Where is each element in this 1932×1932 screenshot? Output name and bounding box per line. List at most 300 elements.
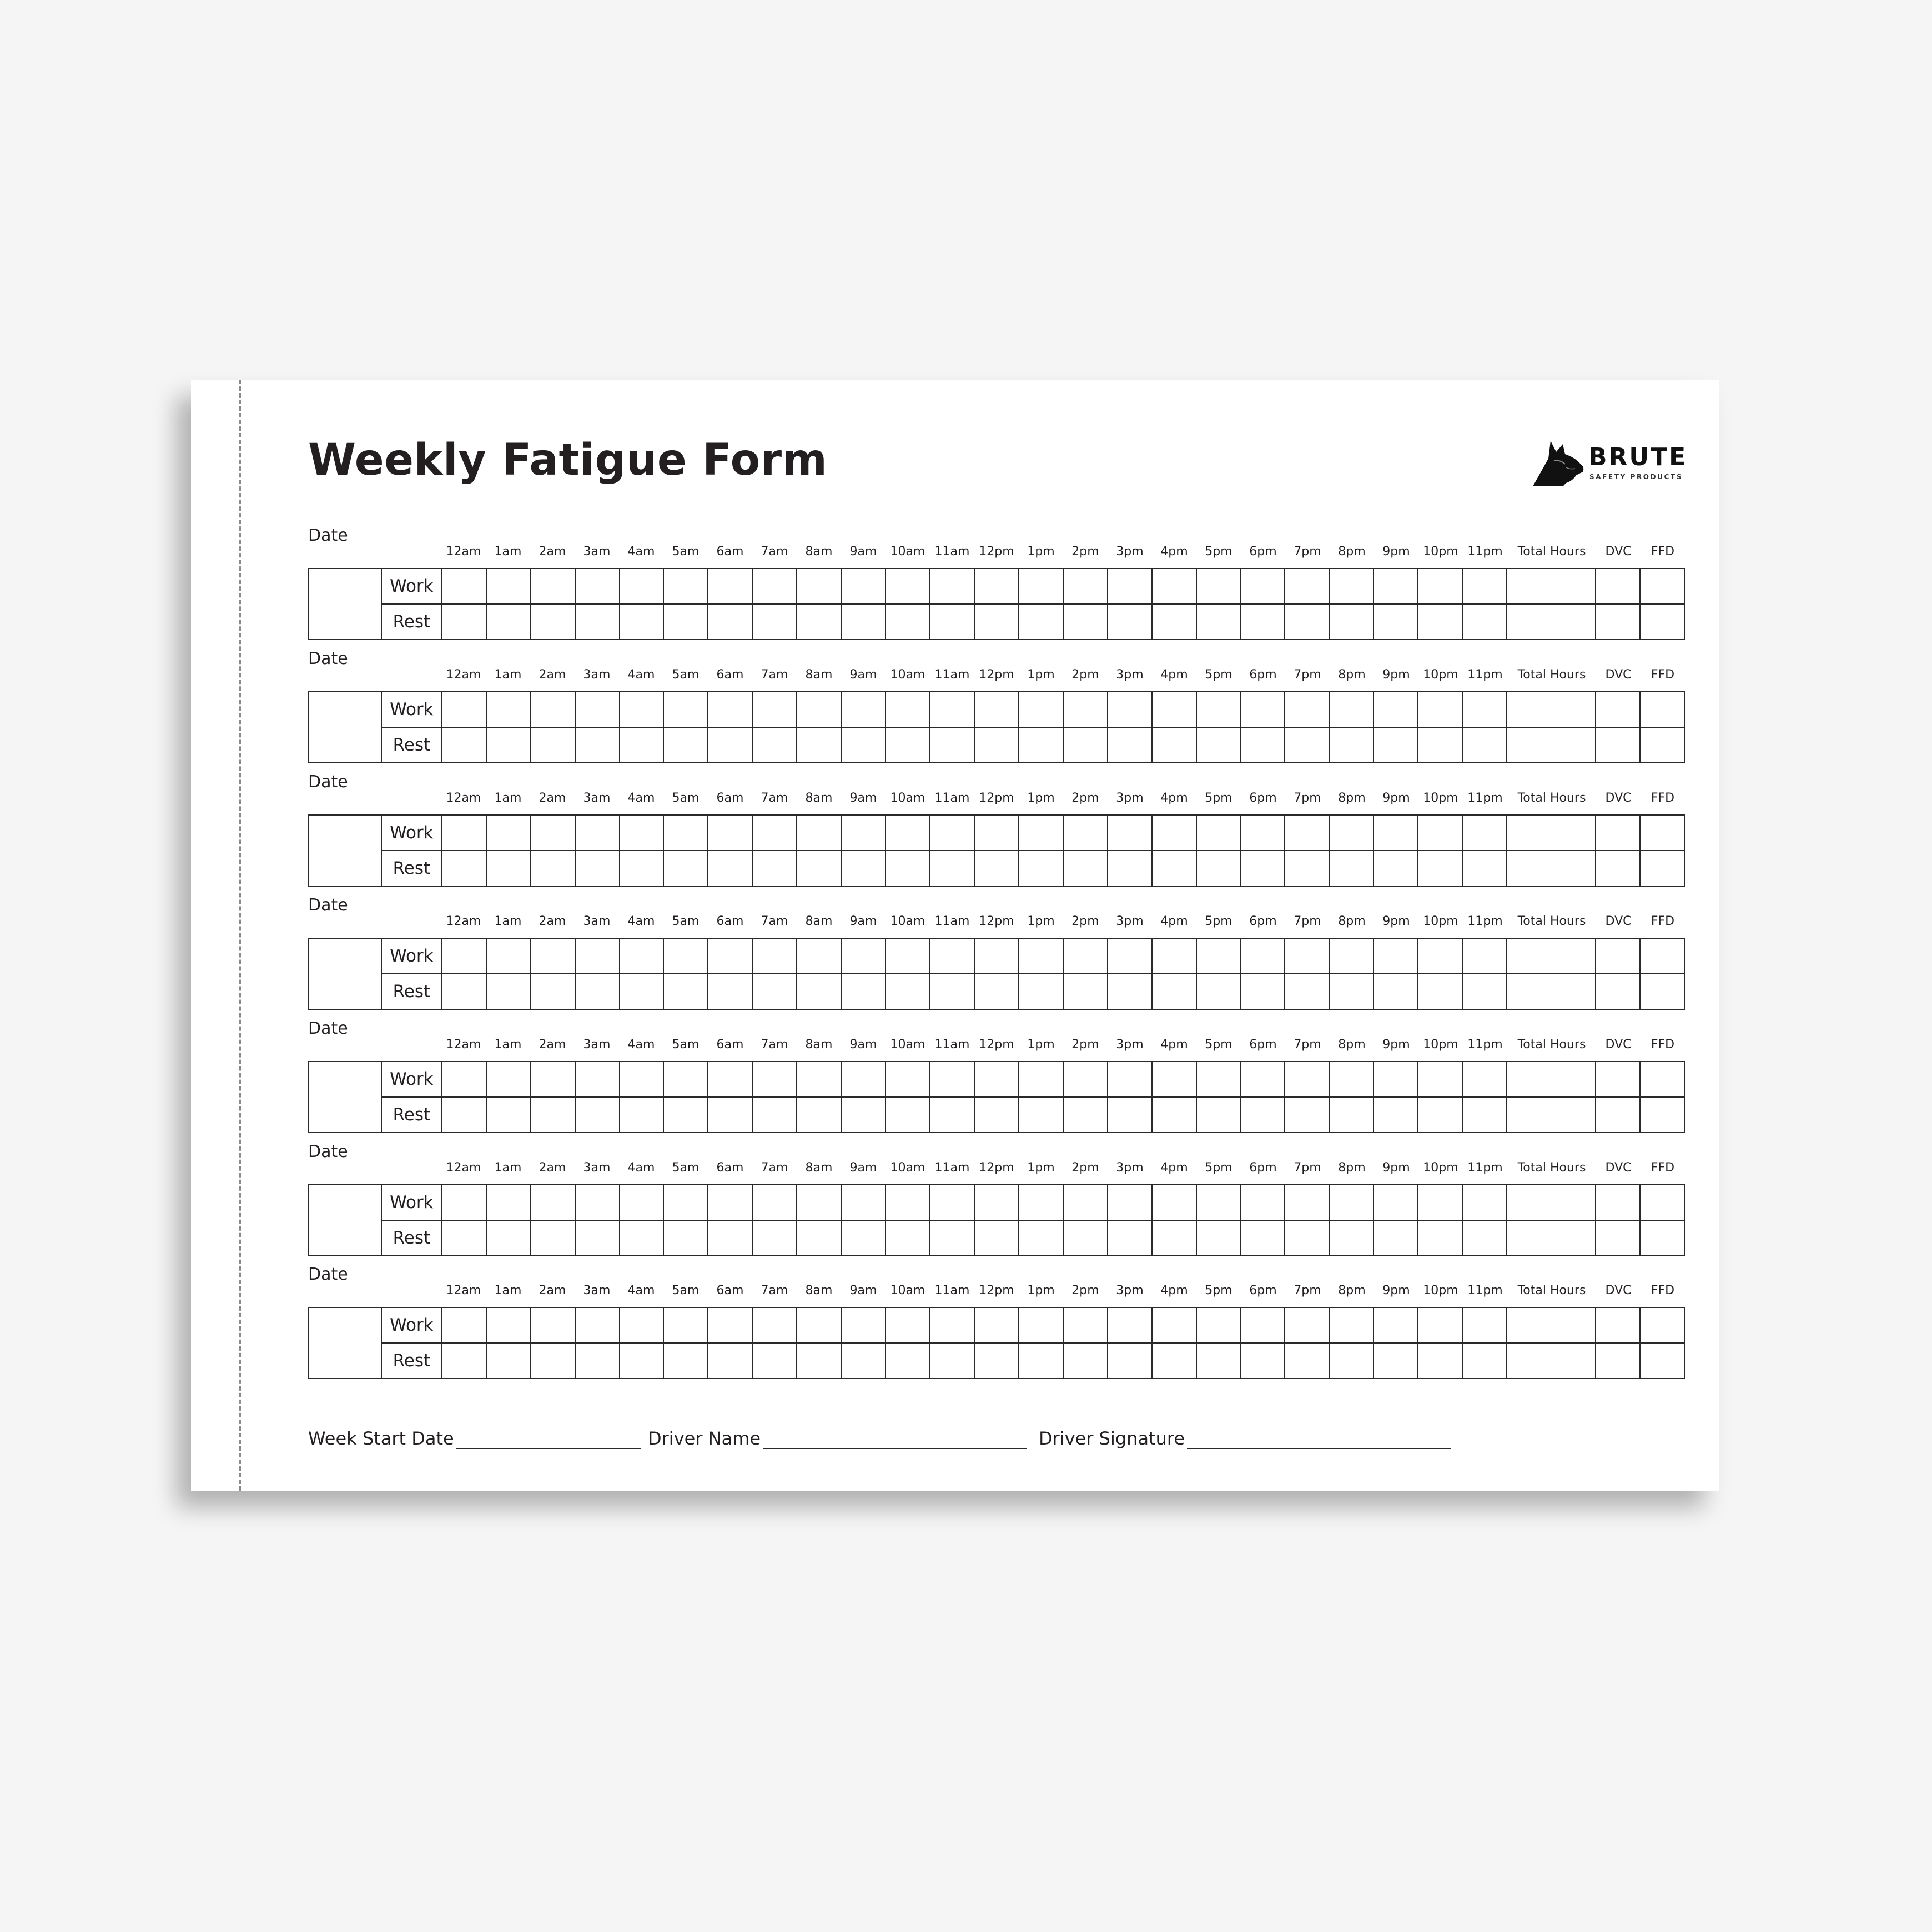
entry-cell[interactable] <box>1329 974 1373 1009</box>
entry-cell[interactable] <box>1640 815 1684 851</box>
entry-cell[interactable] <box>1373 1220 1418 1256</box>
entry-cell[interactable] <box>1640 692 1684 727</box>
entry-cell[interactable] <box>1285 851 1329 886</box>
entry-cell[interactable] <box>1462 1185 1507 1220</box>
entry-cell[interactable] <box>752 1061 797 1097</box>
entry-cell[interactable] <box>797 727 841 763</box>
entry-cell[interactable] <box>797 974 841 1009</box>
entry-cell[interactable] <box>1418 1097 1462 1133</box>
entry-cell[interactable] <box>930 1097 974 1133</box>
entry-cell[interactable] <box>620 692 664 727</box>
entry-cell[interactable] <box>1418 1061 1462 1097</box>
entry-cell[interactable] <box>1152 604 1196 640</box>
entry-cell[interactable] <box>797 1220 841 1256</box>
entry-cell[interactable] <box>797 1061 841 1097</box>
entry-cell[interactable] <box>1373 1185 1418 1220</box>
entry-cell[interactable] <box>1108 938 1152 974</box>
entry-cell[interactable] <box>531 1220 575 1256</box>
entry-cell[interactable] <box>1329 727 1373 763</box>
entry-cell[interactable] <box>841 1220 886 1256</box>
entry-cell[interactable] <box>708 974 752 1009</box>
entry-cell[interactable] <box>1152 1185 1196 1220</box>
entry-cell[interactable] <box>886 1307 930 1343</box>
entry-cell[interactable] <box>1019 727 1063 763</box>
entry-cell[interactable] <box>1507 1343 1596 1378</box>
entry-cell[interactable] <box>663 1307 708 1343</box>
entry-cell[interactable] <box>1285 938 1329 974</box>
entry-cell[interactable] <box>1462 1307 1507 1343</box>
entry-cell[interactable] <box>442 1343 486 1378</box>
entry-cell[interactable] <box>752 974 797 1009</box>
entry-cell[interactable] <box>752 692 797 727</box>
entry-cell[interactable] <box>442 568 486 604</box>
entry-cell[interactable] <box>1329 692 1373 727</box>
entry-cell[interactable] <box>797 1307 841 1343</box>
entry-cell[interactable] <box>1108 692 1152 727</box>
entry-cell[interactable] <box>841 1097 886 1133</box>
entry-cell[interactable] <box>1373 1343 1418 1378</box>
entry-cell[interactable] <box>1240 1061 1285 1097</box>
entry-cell[interactable] <box>1063 815 1108 851</box>
entry-cell[interactable] <box>1285 1343 1329 1378</box>
entry-cell[interactable] <box>1063 974 1108 1009</box>
entry-cell[interactable] <box>886 815 930 851</box>
entry-cell[interactable] <box>620 1097 664 1133</box>
entry-cell[interactable] <box>1418 815 1462 851</box>
entry-cell[interactable] <box>1640 1185 1684 1220</box>
entry-cell[interactable] <box>620 938 664 974</box>
entry-cell[interactable] <box>1640 851 1684 886</box>
entry-cell[interactable] <box>1196 727 1241 763</box>
entry-cell[interactable] <box>531 815 575 851</box>
entry-cell[interactable] <box>575 1097 620 1133</box>
entry-cell[interactable] <box>1507 851 1596 886</box>
entry-cell[interactable] <box>974 1220 1019 1256</box>
entry-cell[interactable] <box>1240 974 1285 1009</box>
entry-cell[interactable] <box>620 604 664 640</box>
entry-cell[interactable] <box>1063 604 1108 640</box>
entry-cell[interactable] <box>1462 727 1507 763</box>
entry-cell[interactable] <box>620 815 664 851</box>
entry-cell[interactable] <box>1285 692 1329 727</box>
entry-cell[interactable] <box>663 604 708 640</box>
entry-cell[interactable] <box>663 1185 708 1220</box>
entry-cell[interactable] <box>1240 568 1285 604</box>
entry-cell[interactable] <box>1462 815 1507 851</box>
entry-cell[interactable] <box>1373 1097 1418 1133</box>
entry-cell[interactable] <box>1019 692 1063 727</box>
entry-cell[interactable] <box>841 568 886 604</box>
entry-cell[interactable] <box>1152 1343 1196 1378</box>
entry-cell[interactable] <box>1019 1061 1063 1097</box>
entry-cell[interactable] <box>1507 815 1596 851</box>
entry-cell[interactable] <box>1373 851 1418 886</box>
entry-cell[interactable] <box>1462 604 1507 640</box>
entry-cell[interactable] <box>974 1307 1019 1343</box>
entry-cell[interactable] <box>841 604 886 640</box>
entry-cell[interactable] <box>663 938 708 974</box>
entry-cell[interactable] <box>1063 851 1108 886</box>
entry-cell[interactable] <box>1329 1307 1373 1343</box>
entry-cell[interactable] <box>1108 1220 1152 1256</box>
entry-cell[interactable] <box>1640 1061 1684 1097</box>
entry-cell[interactable] <box>1507 1185 1596 1220</box>
entry-cell[interactable] <box>1507 727 1596 763</box>
entry-cell[interactable] <box>886 938 930 974</box>
entry-cell[interactable] <box>1063 1307 1108 1343</box>
entry-cell[interactable] <box>575 727 620 763</box>
entry-cell[interactable] <box>1640 604 1684 640</box>
entry-cell[interactable] <box>1640 568 1684 604</box>
entry-cell[interactable] <box>663 851 708 886</box>
entry-cell[interactable] <box>708 727 752 763</box>
entry-cell[interactable] <box>1019 604 1063 640</box>
entry-cell[interactable] <box>531 1097 575 1133</box>
entry-cell[interactable] <box>1019 974 1063 1009</box>
entry-cell[interactable] <box>1196 1061 1241 1097</box>
entry-cell[interactable] <box>1329 604 1373 640</box>
entry-cell[interactable] <box>708 1061 752 1097</box>
entry-cell[interactable] <box>708 1220 752 1256</box>
entry-cell[interactable] <box>1596 1220 1640 1256</box>
entry-cell[interactable] <box>1329 851 1373 886</box>
entry-cell[interactable] <box>486 1185 531 1220</box>
entry-cell[interactable] <box>797 568 841 604</box>
entry-cell[interactable] <box>886 1061 930 1097</box>
entry-cell[interactable] <box>1373 568 1418 604</box>
entry-cell[interactable] <box>841 692 886 727</box>
entry-cell[interactable] <box>1240 727 1285 763</box>
entry-cell[interactable] <box>1462 851 1507 886</box>
entry-cell[interactable] <box>1373 727 1418 763</box>
entry-cell[interactable] <box>1507 1220 1596 1256</box>
entry-cell[interactable] <box>1019 815 1063 851</box>
entry-cell[interactable] <box>708 568 752 604</box>
entry-cell[interactable] <box>575 604 620 640</box>
entry-cell[interactable] <box>1152 851 1196 886</box>
entry-cell[interactable] <box>974 815 1019 851</box>
entry-cell[interactable] <box>1507 692 1596 727</box>
entry-cell[interactable] <box>486 1220 531 1256</box>
entry-cell[interactable] <box>930 1061 974 1097</box>
entry-cell[interactable] <box>1373 692 1418 727</box>
entry-cell[interactable] <box>663 815 708 851</box>
entry-cell[interactable] <box>1063 1061 1108 1097</box>
entry-cell[interactable] <box>1596 604 1640 640</box>
entry-cell[interactable] <box>841 1307 886 1343</box>
entry-cell[interactable] <box>974 938 1019 974</box>
entry-cell[interactable] <box>797 1185 841 1220</box>
entry-cell[interactable] <box>1196 974 1241 1009</box>
entry-cell[interactable] <box>1196 938 1241 974</box>
entry-cell[interactable] <box>1418 938 1462 974</box>
entry-cell[interactable] <box>1373 938 1418 974</box>
entry-cell[interactable] <box>886 1343 930 1378</box>
entry-cell[interactable] <box>1240 815 1285 851</box>
entry-cell[interactable] <box>575 1343 620 1378</box>
entry-cell[interactable] <box>1507 568 1596 604</box>
entry-cell[interactable] <box>575 1220 620 1256</box>
entry-cell[interactable] <box>841 938 886 974</box>
entry-cell[interactable] <box>1019 851 1063 886</box>
date-input-cell[interactable] <box>309 1185 381 1256</box>
entry-cell[interactable] <box>1596 1061 1640 1097</box>
entry-cell[interactable] <box>575 1061 620 1097</box>
entry-cell[interactable] <box>708 604 752 640</box>
entry-cell[interactable] <box>1108 1343 1152 1378</box>
entry-cell[interactable] <box>1462 1097 1507 1133</box>
date-input-cell[interactable] <box>309 568 381 640</box>
entry-cell[interactable] <box>1285 727 1329 763</box>
date-input-cell[interactable] <box>309 692 381 763</box>
entry-cell[interactable] <box>974 1343 1019 1378</box>
entry-cell[interactable] <box>1240 851 1285 886</box>
entry-cell[interactable] <box>486 815 531 851</box>
entry-cell[interactable] <box>974 1185 1019 1220</box>
entry-cell[interactable] <box>1063 692 1108 727</box>
entry-cell[interactable] <box>1285 1220 1329 1256</box>
entry-cell[interactable] <box>1418 692 1462 727</box>
entry-cell[interactable] <box>1640 1220 1684 1256</box>
entry-cell[interactable] <box>930 815 974 851</box>
entry-cell[interactable] <box>486 1097 531 1133</box>
entry-cell[interactable] <box>930 692 974 727</box>
entry-cell[interactable] <box>486 692 531 727</box>
entry-cell[interactable] <box>886 727 930 763</box>
entry-cell[interactable] <box>1152 938 1196 974</box>
entry-cell[interactable] <box>663 727 708 763</box>
entry-cell[interactable] <box>708 692 752 727</box>
entry-cell[interactable] <box>1108 1061 1152 1097</box>
entry-cell[interactable] <box>1196 692 1241 727</box>
entry-cell[interactable] <box>531 1343 575 1378</box>
entry-cell[interactable] <box>620 1343 664 1378</box>
entry-cell[interactable] <box>1507 974 1596 1009</box>
entry-cell[interactable] <box>797 815 841 851</box>
entry-cell[interactable] <box>1418 727 1462 763</box>
entry-cell[interactable] <box>442 974 486 1009</box>
entry-cell[interactable] <box>531 604 575 640</box>
entry-cell[interactable] <box>442 1307 486 1343</box>
entry-cell[interactable] <box>1152 815 1196 851</box>
entry-cell[interactable] <box>620 851 664 886</box>
entry-cell[interactable] <box>575 1307 620 1343</box>
entry-cell[interactable] <box>752 604 797 640</box>
entry-cell[interactable] <box>663 692 708 727</box>
entry-cell[interactable] <box>1418 568 1462 604</box>
entry-cell[interactable] <box>886 568 930 604</box>
entry-cell[interactable] <box>1240 1307 1285 1343</box>
entry-cell[interactable] <box>1640 974 1684 1009</box>
entry-cell[interactable] <box>1329 1220 1373 1256</box>
entry-cell[interactable] <box>1596 1307 1640 1343</box>
entry-cell[interactable] <box>1063 1185 1108 1220</box>
entry-cell[interactable] <box>1152 974 1196 1009</box>
entry-cell[interactable] <box>531 692 575 727</box>
entry-cell[interactable] <box>930 1343 974 1378</box>
entry-cell[interactable] <box>1285 1307 1329 1343</box>
entry-cell[interactable] <box>1462 568 1507 604</box>
entry-cell[interactable] <box>1373 604 1418 640</box>
entry-cell[interactable] <box>1640 1097 1684 1133</box>
entry-cell[interactable] <box>486 1343 531 1378</box>
entry-cell[interactable] <box>974 692 1019 727</box>
entry-cell[interactable] <box>486 604 531 640</box>
entry-cell[interactable] <box>442 851 486 886</box>
entry-cell[interactable] <box>531 851 575 886</box>
entry-cell[interactable] <box>752 851 797 886</box>
entry-cell[interactable] <box>1240 938 1285 974</box>
entry-cell[interactable] <box>531 727 575 763</box>
entry-cell[interactable] <box>1108 568 1152 604</box>
entry-cell[interactable] <box>1196 604 1241 640</box>
entry-cell[interactable] <box>486 1061 531 1097</box>
date-input-cell[interactable] <box>309 815 381 886</box>
entry-cell[interactable] <box>1240 692 1285 727</box>
entry-cell[interactable] <box>1240 1097 1285 1133</box>
week-start-field[interactable] <box>308 1428 641 1449</box>
entry-cell[interactable] <box>1507 604 1596 640</box>
entry-cell[interactable] <box>1019 568 1063 604</box>
entry-cell[interactable] <box>1418 1343 1462 1378</box>
driver-signature-line[interactable] <box>1187 1429 1451 1449</box>
entry-cell[interactable] <box>1108 1185 1152 1220</box>
entry-cell[interactable] <box>1507 1307 1596 1343</box>
entry-cell[interactable] <box>1285 974 1329 1009</box>
entry-cell[interactable] <box>1019 1307 1063 1343</box>
entry-cell[interactable] <box>1329 1097 1373 1133</box>
entry-cell[interactable] <box>1462 1220 1507 1256</box>
entry-cell[interactable] <box>708 851 752 886</box>
entry-cell[interactable] <box>841 851 886 886</box>
entry-cell[interactable] <box>1108 974 1152 1009</box>
entry-cell[interactable] <box>797 1097 841 1133</box>
entry-cell[interactable] <box>442 692 486 727</box>
entry-cell[interactable] <box>1329 938 1373 974</box>
entry-cell[interactable] <box>1373 1307 1418 1343</box>
entry-cell[interactable] <box>708 1343 752 1378</box>
entry-cell[interactable] <box>841 1061 886 1097</box>
entry-cell[interactable] <box>486 568 531 604</box>
entry-cell[interactable] <box>752 727 797 763</box>
entry-cell[interactable] <box>930 1307 974 1343</box>
entry-cell[interactable] <box>620 1220 664 1256</box>
week-start-line[interactable] <box>456 1429 641 1449</box>
entry-cell[interactable] <box>886 1097 930 1133</box>
entry-cell[interactable] <box>486 938 531 974</box>
entry-cell[interactable] <box>708 1307 752 1343</box>
entry-cell[interactable] <box>663 1220 708 1256</box>
entry-cell[interactable] <box>1418 1220 1462 1256</box>
entry-cell[interactable] <box>797 692 841 727</box>
entry-cell[interactable] <box>1019 1185 1063 1220</box>
entry-cell[interactable] <box>486 851 531 886</box>
entry-cell[interactable] <box>1063 727 1108 763</box>
entry-cell[interactable] <box>974 727 1019 763</box>
entry-cell[interactable] <box>1462 938 1507 974</box>
entry-cell[interactable] <box>620 1061 664 1097</box>
entry-cell[interactable] <box>1019 1220 1063 1256</box>
entry-cell[interactable] <box>752 1343 797 1378</box>
entry-cell[interactable] <box>708 1097 752 1133</box>
entry-cell[interactable] <box>1285 1185 1329 1220</box>
entry-cell[interactable] <box>708 938 752 974</box>
driver-name-line[interactable] <box>763 1429 1027 1449</box>
entry-cell[interactable] <box>930 938 974 974</box>
entry-cell[interactable] <box>1063 568 1108 604</box>
entry-cell[interactable] <box>663 1097 708 1133</box>
entry-cell[interactable] <box>442 1061 486 1097</box>
entry-cell[interactable] <box>575 815 620 851</box>
entry-cell[interactable] <box>886 692 930 727</box>
entry-cell[interactable] <box>1640 938 1684 974</box>
entry-cell[interactable] <box>620 974 664 1009</box>
entry-cell[interactable] <box>1152 1307 1196 1343</box>
entry-cell[interactable] <box>442 1097 486 1133</box>
entry-cell[interactable] <box>531 938 575 974</box>
entry-cell[interactable] <box>930 974 974 1009</box>
entry-cell[interactable] <box>1373 815 1418 851</box>
entry-cell[interactable] <box>752 568 797 604</box>
entry-cell[interactable] <box>620 1307 664 1343</box>
entry-cell[interactable] <box>1196 1307 1241 1343</box>
entry-cell[interactable] <box>841 1185 886 1220</box>
entry-cell[interactable] <box>575 974 620 1009</box>
entry-cell[interactable] <box>1240 604 1285 640</box>
entry-cell[interactable] <box>442 604 486 640</box>
entry-cell[interactable] <box>1108 851 1152 886</box>
entry-cell[interactable] <box>1196 568 1241 604</box>
entry-cell[interactable] <box>1240 1343 1285 1378</box>
entry-cell[interactable] <box>1152 727 1196 763</box>
entry-cell[interactable] <box>663 1343 708 1378</box>
entry-cell[interactable] <box>752 815 797 851</box>
entry-cell[interactable] <box>575 938 620 974</box>
entry-cell[interactable] <box>752 1097 797 1133</box>
entry-cell[interactable] <box>620 568 664 604</box>
entry-cell[interactable] <box>1019 1097 1063 1133</box>
entry-cell[interactable] <box>974 851 1019 886</box>
entry-cell[interactable] <box>930 1220 974 1256</box>
entry-cell[interactable] <box>1418 1307 1462 1343</box>
entry-cell[interactable] <box>1196 1343 1241 1378</box>
entry-cell[interactable] <box>930 604 974 640</box>
entry-cell[interactable] <box>663 568 708 604</box>
entry-cell[interactable] <box>930 851 974 886</box>
entry-cell[interactable] <box>752 1220 797 1256</box>
entry-cell[interactable] <box>442 1185 486 1220</box>
entry-cell[interactable] <box>974 974 1019 1009</box>
entry-cell[interactable] <box>1640 1307 1684 1343</box>
entry-cell[interactable] <box>1063 1220 1108 1256</box>
entry-cell[interactable] <box>1596 1097 1640 1133</box>
entry-cell[interactable] <box>752 1185 797 1220</box>
entry-cell[interactable] <box>1640 1343 1684 1378</box>
entry-cell[interactable] <box>1108 1097 1152 1133</box>
entry-cell[interactable] <box>1418 1185 1462 1220</box>
entry-cell[interactable] <box>575 1185 620 1220</box>
entry-cell[interactable] <box>1152 568 1196 604</box>
entry-cell[interactable] <box>1152 1220 1196 1256</box>
entry-cell[interactable] <box>531 568 575 604</box>
entry-cell[interactable] <box>1507 938 1596 974</box>
entry-cell[interactable] <box>797 938 841 974</box>
entry-cell[interactable] <box>1596 1185 1640 1220</box>
entry-cell[interactable] <box>1596 568 1640 604</box>
entry-cell[interactable] <box>663 974 708 1009</box>
entry-cell[interactable] <box>1373 1061 1418 1097</box>
entry-cell[interactable] <box>886 1220 930 1256</box>
